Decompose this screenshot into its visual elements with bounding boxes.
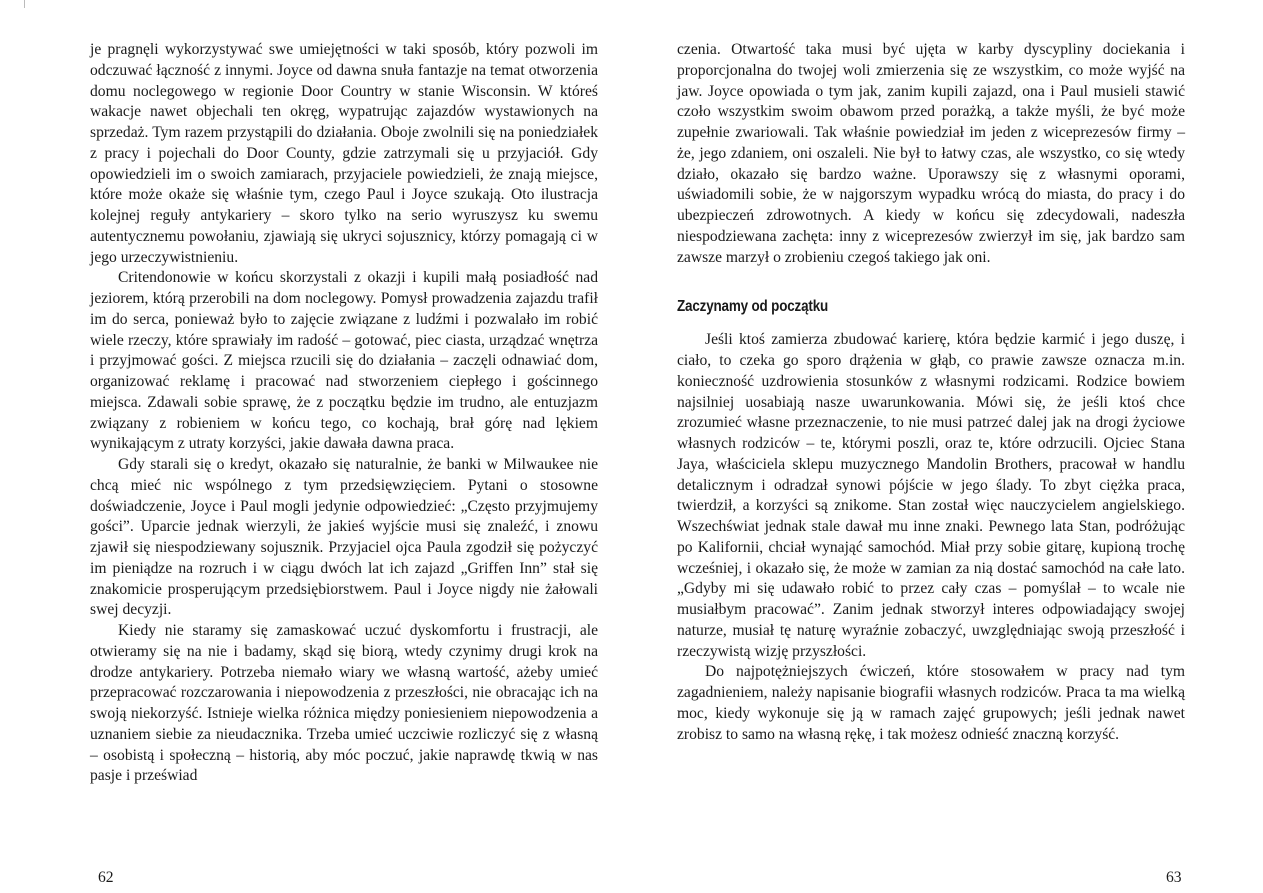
right-paragraph-3: Do najpotężniejszych ćwiczeń, które stosowałem w pracy nad tym zagadnieniem, należy napisanie biografii własnych rodziców. Praca ta ma wielką moc, kiedy wykonuje się ją w ramach zajęć grupowych; jeśli jednak nawet zrobisz to samo na własną rękę, i tak możesz odnieść znaczną korzyść. [677,663,1185,743]
left-page [90,40,598,787]
right-page-number: 63 [1166,869,1182,886]
scan-edge-mark [24,0,25,8]
left-paragraph-3: Gdy starali się o kredyt, okazało się naturalnie, że banki w Milwaukee nie chcą mieć nic wspólnego z tym przedsięwzięciem. Pytani o stosowne doświadczenie, Joyce i Paul mogli jedynie odpowiedzieć: „Często przyjmujemy gości”. Uparcie jednak wierzyli, że jakieś wyjście musi się znaleźć, i znowu zjawił się niespodziewany sojusznik. Przyjaciel ojca Paula zgodził się pożyczyć im pieniądze na rozruch i w ciągu dwóch lat ich zajazd „Griffen Inn” stał się znakomicie prosperującym przedsiębiorstwem. Paul i Joyce nigdy nie żałowali swej decyzji. [90,456,598,619]
right-paragraph-2: Jeśli ktoś zamierza zbudować karierę, która będzie karmić i jego duszę, i ciało, to czeka go sporo drążenia w głąb, co prawie zawsze oznacza m.in. konieczność uzdrowienia stosunków z własnymi rodzicami. Rodzice bowiem najsilniej uosabiają nasze uwarunkowania. Mówi się, że jeśli ktoś chce zrozumieć własne przeznaczenie, to nie musi patrzeć dalej jak na drogi życiowe własnych rodziców – te, którymi poszli, oraz te, które odrzucili. Ojciec Stana Jaya, właściciela sklepu muzycznego Mandolin Brothers, pracował w handlu detalicznym i odradzał synowi pójście w jego ślady. To zbyt ciężka praca, twierdził, a korzyści są znikome. Stan został więc nauczycielem angielskiego. Wszechświat jednak stale dawał mu inne znaki. Pewnego lata Stan, podróżując po Kalifornii, chciał wynająć samochód. Miał przy sobie gitarę, kupioną trochę wcześniej, i okazało się, że może w zamian za nią dostać samochód na całe lato. „Gdyby mi się udawało robić to przez cały czas – pomyślał – to wcale nie musiałbym pracować”. Zanim jednak stworzył interes odpowiadający swojej naturze, musiał tę naturę wyraźnie zobaczyć, uwzględniając swoją przeszłość i rzeczywistą wizję przyszłości. [677,331,1185,660]
left-paragraph-2: Critendonowie w końcu skorzystali z okazji i kupili małą posiadłość nad jeziorem, którą przerobili na dom noclegowy. Pomysł prowadzenia zajazdu trafił im do serca, ponieważ było to zajęcie związane z ludźmi i pozwalało im robić wiele rzeczy, które sprawiały im radość – gotować, piec ciasta, urządzać wnętrza i przyjmować gości. Z miejsca rzucili się do działania – zaczęli odnawiać dom, organizować reklamę i pracować nad stworzeniem ciepłego i gościnnego miejsca. Zdawali sobie sprawę, że z początku będzie im trudno, ale entuzjazm związany z robieniem w końcu tego, co kochają, brał górę nad lękiem wynikającym z utraty korzyści, jakie dawała dawna praca. [90,269,598,453]
left-paragraph-1: je pragnęli wykorzystywać swe umiejętności w taki sposób, który pozwoli im odczuwać łączność z innymi. Joyce od dawna snuła fantazje na temat otworzenia domu noclegowego w regionie Door Country w stanie Wisconsin. W któreś wakacje nawet objechali ten okręg, wypatrując zajazdów wystawionych na sprzedaż. Tym razem przystąpili do działania. Oboje zwolnili się na poniedziałek z pracy i pojechali do Door County, gdzie zatrzymali się u przyjaciół. Gdy opowiedzieli im o swoich zamiarach, przyjaciele powiedzieli, że znają miejsce, które może okaże się właśnie tym, czego Paul i Joyce szukają. Oto ilustracja kolejnej reguły antykariery – skoro tylko na serio wyruszysz ku swemu autentycznemu powołaniu, zjawiają się ukryci sojusznicy, którzy pomagają ci w jego urzeczywistnieniu. [90,41,598,266]
right-paragraph-1: czenia. Otwartość taka musi być ujęta w karby dyscypliny dociekania i proporcjonalna do twojej woli zmierzenia się ze wszystkim, co może wyjść na jaw. Joyce opowiada o tym jak, zanim kupili zajazd, ona i Paul musieli stawić czoło wszystkim swoim obawom przed porażką, a także myśli, że być może zupełnie zwariowali. Tak właśnie powiedział im jeden z wiceprezesów firmy – że, jego zdaniem, oni oszaleli. Nie był to łatwy czas, ale wszystko, co się wtedy działo, okazało się bardzo ważne. Uporawszy się z własnymi oporami, uświadomili sobie, że w najgorszym wypadku wrócą do miasta, do pracy i do ubezpieczeń zdrowotnych. A kiedy w końcu się zdecydowali, nadeszła niespodziewana zachęta: inny z wiceprezesów zwierzył im się, jak bardzo sam zawsze marzył o zrobieniu czegoś takiego jak oni. [677,41,1185,266]
left-page-number: 62 [98,869,114,886]
section-heading: Zaczynamy od początku [677,298,829,316]
left-paragraph-4: Kiedy nie staramy się zamaskować uczuć dyskomfortu i frustracji, ale otwieramy się na nie i badamy, skąd się biorą, wtedy czynimy drugi krok na drodze antykariery. Potrzeba niemało wiary we własną wartość, ażeby umieć przepracować rozczarowania i niepowodzenia z przeszłości, nie obracając ich na swoją niekorzyść. Istnieje wielka różnica między poniesieniem niepowodzenia a uznaniem siebie za nieudacznika. Trzeba umieć uczciwie rozliczyć się z własną – osobistą i społeczną – historią, aby móc poczuć, jakie naprawdę tkwią w nas pasje i przeświad [90,622,598,785]
right-page [677,40,1185,745]
